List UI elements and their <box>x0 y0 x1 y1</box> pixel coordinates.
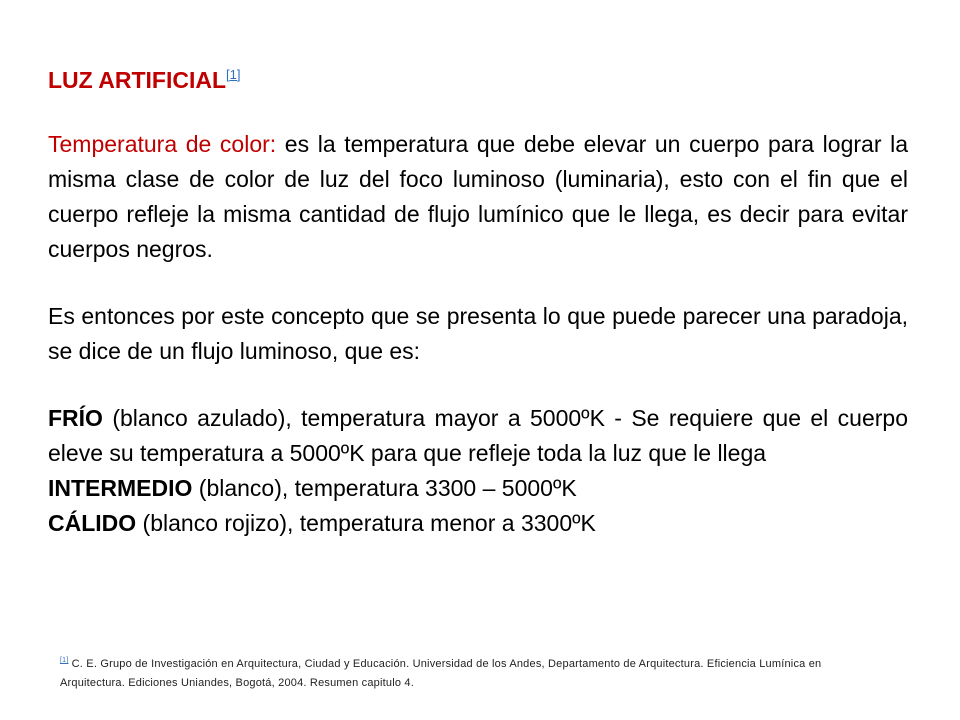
slide-title <box>48 64 908 96</box>
definition-term: Temperatura de color: <box>48 131 277 157</box>
definition-text: es la temperatura que debe elevar un cuerpo para lograr la misma clase de color de luz del foco luminoso (luminaria), esto con el fin que el cuerpo refleje la misma cantidad de flujo lumínico que le llega, es decir para evitar cuerpos negros. <box>48 131 908 262</box>
category-intermedio-label: INTERMEDIO <box>48 475 193 501</box>
slide-title-text: LUZ ARTIFICIAL <box>48 67 227 93</box>
footnote-ref-link[interactable]: [1] <box>60 657 69 664</box>
category-frio-text: (blanco azulado), temperatura mayor a 5000ºK - Se requiere que el cuerpo eleve su temperatura a 5000ºK para que refleje toda la luz que le llega <box>48 405 908 466</box>
footnote-text: C. E. Grupo de Investigación en Arquitectura, Ciudad y Educación. Universidad de los Andes, Departamento de Arquitectura. Eficiencia Lumínica en Arquitectura. Ediciones Uniandes, Bogotá, 2004. Resumen capitulo 4. <box>60 658 822 689</box>
title-footnote-ref <box>226 67 240 82</box>
category-intermedio <box>48 471 908 506</box>
slide-content <box>48 64 908 541</box>
footnote <box>60 655 870 693</box>
category-frio-label: FRÍO <box>48 405 103 431</box>
category-intermedio-text: (blanco), temperatura 3300 – 5000ºK <box>192 475 577 501</box>
category-calido <box>48 506 908 541</box>
category-frio <box>48 401 908 471</box>
title-footnote-link[interactable]: [1] <box>226 67 241 82</box>
definition-paragraph <box>48 127 908 267</box>
intro-paragraph: Es entonces por este concepto que se presenta lo que puede parecer una paradoja, se dice de un flujo luminoso, que es: <box>48 303 908 364</box>
category-calido-label: CÁLIDO <box>48 510 137 536</box>
category-calido-text: (blanco rojizo), temperatura menor a 3300ºK <box>136 510 596 536</box>
